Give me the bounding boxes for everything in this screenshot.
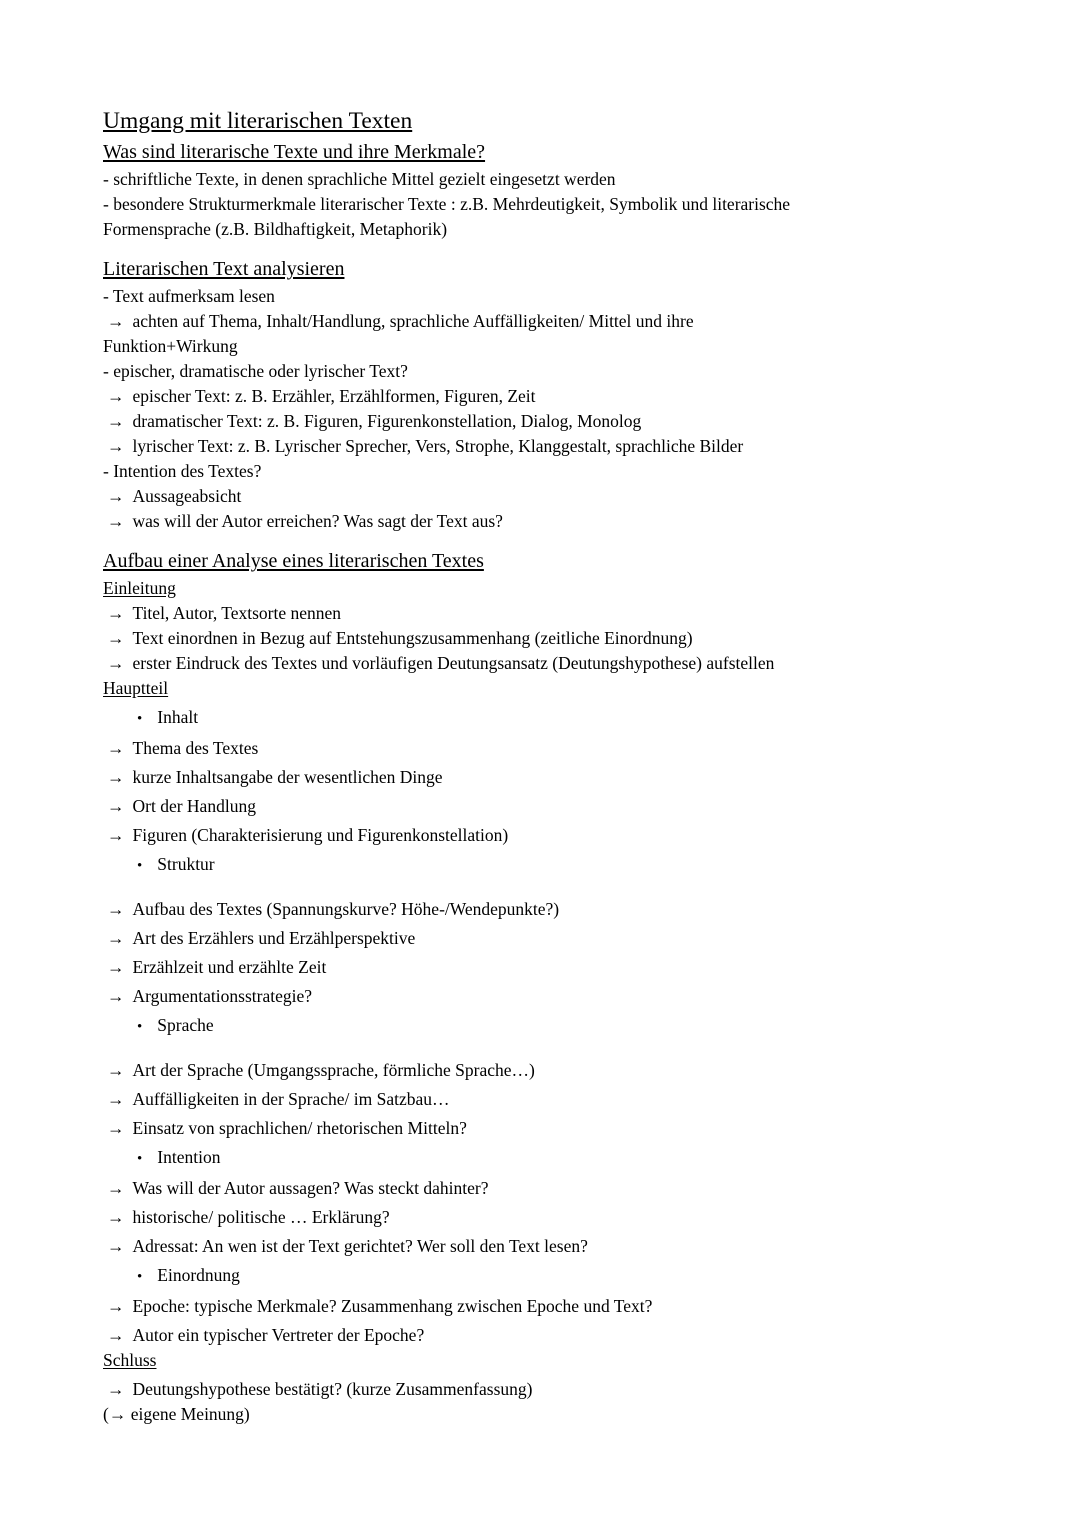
bullet-icon: • [137, 1269, 143, 1285]
arrow-item [103, 955, 980, 980]
line-text: Autor ein typischer Vertreter der Epoche? [132, 1325, 425, 1345]
text-line: Funktion+Wirkung [103, 336, 238, 356]
line-gap [103, 242, 980, 256]
line-text: Aussageabsicht [132, 486, 242, 506]
line-text: Inhalt [157, 707, 199, 727]
arrow-icon: → [107, 767, 125, 787]
arrow-item [103, 897, 980, 922]
bullet-item [103, 852, 980, 879]
arrow-item [103, 1058, 980, 1083]
line-text: Epoche: typische Merkmale? Zusammenhang zwischen Epoche und Text? [132, 1296, 653, 1316]
arrow-icon: → [107, 1118, 125, 1138]
arrow-icon: → [107, 928, 125, 948]
arrow-icon: → [107, 825, 125, 845]
arrow-icon: → [107, 653, 125, 673]
line-text: Intention [157, 1147, 221, 1167]
arrow-icon: → [107, 511, 125, 531]
text-line: - Intention des Textes? [103, 461, 262, 481]
arrow-icon: → [107, 1296, 125, 1316]
arrow-icon: → [107, 899, 125, 919]
document-body [103, 106, 980, 1427]
arrow-item [103, 736, 980, 761]
arrow-icon: → [107, 957, 125, 977]
arrow-icon: → [107, 1379, 125, 1399]
arrow-icon: → [107, 1236, 125, 1256]
arrow-icon: → [107, 386, 125, 406]
arrow-icon: → [107, 1325, 125, 1345]
line-text: Ort der Handlung [132, 796, 256, 816]
arrow-item [103, 651, 980, 676]
document-title: Umgang mit literarischen Texten [103, 108, 413, 134]
line-text: achten auf Thema, Inhalt/Handlung, sprachliche Auffälligkeiten/ Mittel und ihre [132, 311, 694, 331]
arrow-item [103, 984, 980, 1009]
arrow-item [103, 1323, 980, 1348]
line-text: Erzählzeit und erzählte Zeit [132, 957, 327, 977]
line-gap [103, 534, 980, 548]
line-text: Art des Erzählers und Erzählperspektive [132, 928, 416, 948]
arrow-item [103, 384, 980, 409]
arrow-item [103, 1377, 980, 1402]
arrow-item [103, 1234, 980, 1259]
line-text: Art der Sprache (Umgangssprache, förmliche Sprache…) [132, 1060, 535, 1080]
arrow-icon: → [107, 1178, 125, 1198]
arrow-icon: → [107, 1060, 125, 1080]
arrow-icon: → [107, 486, 125, 506]
arrow-item [103, 484, 980, 509]
line-text: Text einordnen in Bezug auf Entstehungszusammenhang (zeitliche Einordnung) [132, 628, 693, 648]
subsection-label: Schluss [103, 1350, 157, 1370]
arrow-icon: → [107, 436, 125, 456]
text-line: - schriftliche Texte, in denen sprachliche Mittel gezielt eingesetzt werden [103, 169, 616, 189]
arrow-icon: → [107, 986, 125, 1006]
arrow-item [103, 1205, 980, 1230]
arrow-item [103, 601, 980, 626]
line-text: Figuren (Charakterisierung und Figurenkonstellation) [132, 825, 509, 845]
line-text: Aufbau des Textes (Spannungskurve? Höhe-/Wendepunkte?) [132, 899, 560, 919]
arrow-item [103, 434, 980, 459]
arrow-icon: → [107, 1207, 125, 1227]
line-text: lyrischer Text: z. B. Lyrischer Sprecher, Vers, Strophe, Klanggestalt, sprachliche Bilder [132, 436, 744, 456]
arrow-icon: → [107, 738, 125, 758]
arrow-icon: → [107, 1089, 125, 1109]
bullet-item [103, 1145, 980, 1172]
text-line: (→ eigene Meinung) [103, 1404, 250, 1424]
section-heading: Aufbau einer Analyse eines literarischen Textes [103, 550, 484, 572]
arrow-item [103, 823, 980, 848]
line-text: Sprache [157, 1015, 214, 1035]
arrow-item [103, 1176, 980, 1201]
arrow-item [103, 1294, 980, 1319]
line-text: Titel, Autor, Textsorte nennen [132, 603, 342, 623]
section-heading: Literarischen Text analysieren [103, 258, 345, 280]
text-line: Formensprache (z.B. Bildhaftigkeit, Metaphorik) [103, 219, 448, 239]
line-text: dramatischer Text: z. B. Figuren, Figurenkonstellation, Dialog, Monolog [132, 411, 642, 431]
line-text: Einsatz von sprachlichen/ rhetorischen Mitteln? [132, 1118, 467, 1138]
bullet-item [103, 705, 980, 732]
arrow-icon: → [107, 628, 125, 648]
arrow-item [103, 1116, 980, 1141]
line-text: historische/ politische … Erklärung? [132, 1207, 390, 1227]
arrow-icon: → [107, 411, 125, 431]
arrow-icon: → [107, 603, 125, 623]
arrow-item [103, 509, 980, 534]
section-heading: Was sind literarische Texte und ihre Merkmale? [103, 141, 486, 163]
bullet-icon: • [137, 1151, 143, 1167]
line-text: Adressat: An wen ist der Text gerichtet? Wer soll den Text lesen? [132, 1236, 588, 1256]
line-text: Was will der Autor aussagen? Was steckt dahinter? [132, 1178, 489, 1198]
arrow-item [103, 1087, 980, 1112]
arrow-item [103, 409, 980, 434]
arrow-item [103, 309, 980, 334]
line-text: Struktur [157, 854, 215, 874]
line-text: was will der Autor erreichen? Was sagt der Text aus? [132, 511, 503, 531]
arrow-item [103, 626, 980, 651]
arrow-item [103, 926, 980, 951]
line-text: erster Eindruck des Textes und vorläufigen Deutungsansatz (Deutungshypothese) aufstellen [132, 653, 775, 673]
line-text: Einordnung [157, 1265, 240, 1285]
subsection-label: Hauptteil [103, 678, 169, 698]
arrow-item [103, 794, 980, 819]
text-line: - epischer, dramatische oder lyrischer Text? [103, 361, 408, 381]
line-text: epischer Text: z. B. Erzähler, Erzählformen, Figuren, Zeit [132, 386, 536, 406]
bullet-icon: • [137, 711, 143, 727]
bullet-item [103, 1263, 980, 1290]
line-gap [103, 879, 980, 893]
line-text: Argumentationsstrategie? [132, 986, 312, 1006]
subsection-label: Einleitung [103, 578, 176, 598]
text-line: - Text aufmerksam lesen [103, 286, 275, 306]
bullet-icon: • [137, 858, 143, 874]
arrow-item [103, 765, 980, 790]
line-text: Thema des Textes [132, 738, 259, 758]
arrow-icon: → [107, 796, 125, 816]
text-line: - besondere Strukturmerkmale literarischer Texte : z.B. Mehrdeutigkeit, Symbolik und literarische [103, 194, 791, 214]
line-text: Auffälligkeiten in der Sprache/ im Satzbau… [132, 1089, 450, 1109]
arrow-icon: → [107, 311, 125, 331]
line-text: Deutungshypothese bestätigt? (kurze Zusammenfassung) [132, 1379, 533, 1399]
bullet-icon: • [137, 1019, 143, 1035]
line-text: kurze Inhaltsangabe der wesentlichen Dinge [132, 767, 443, 787]
bullet-item [103, 1013, 980, 1040]
line-gap [103, 1040, 980, 1054]
